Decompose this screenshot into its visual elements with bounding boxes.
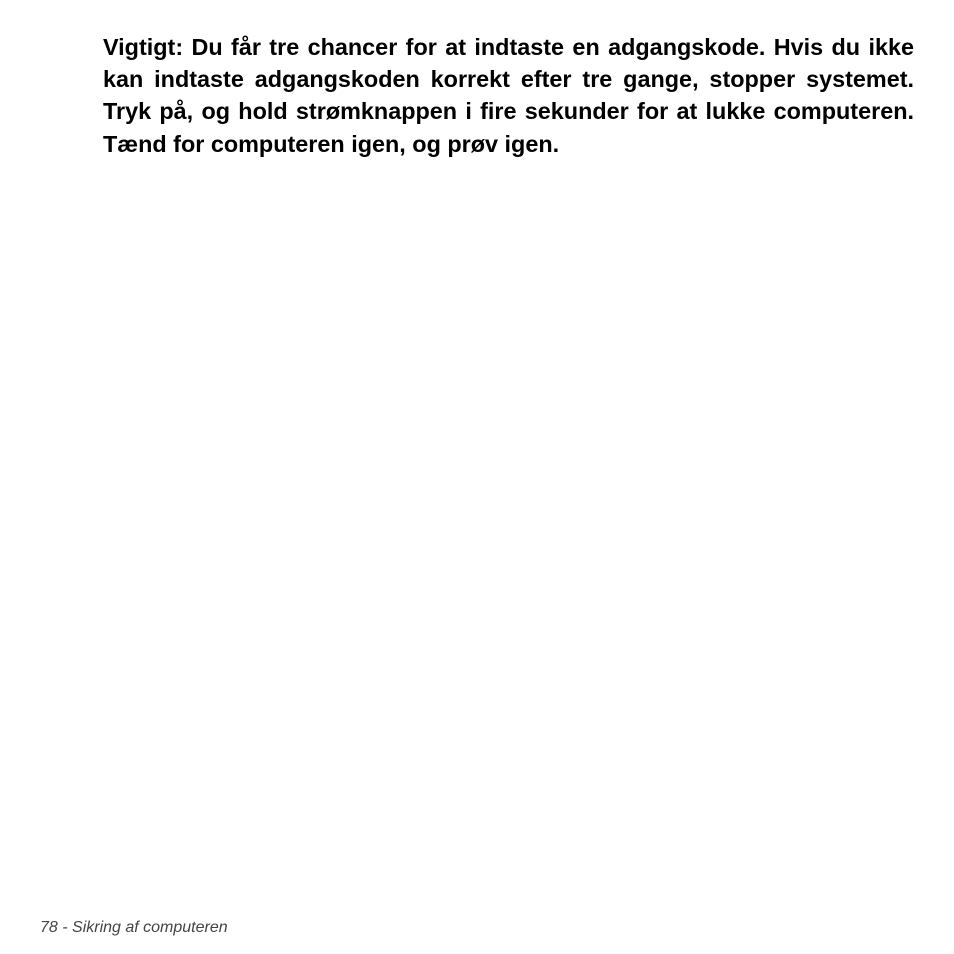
important-note-paragraph: Vigtigt: Du får tre chancer for at indtaste en adgangskode. Hvis du ikke kan indtaste adgangskoden korrekt efter tre gange, stopper systemet. Tryk på, og hold strømknappen i fire sekunder for at lukke computeren. Tænd for computeren igen, og prøv igen. bbox=[103, 34, 914, 157]
page-footer: 78 - Sikring af computeren bbox=[40, 919, 228, 936]
